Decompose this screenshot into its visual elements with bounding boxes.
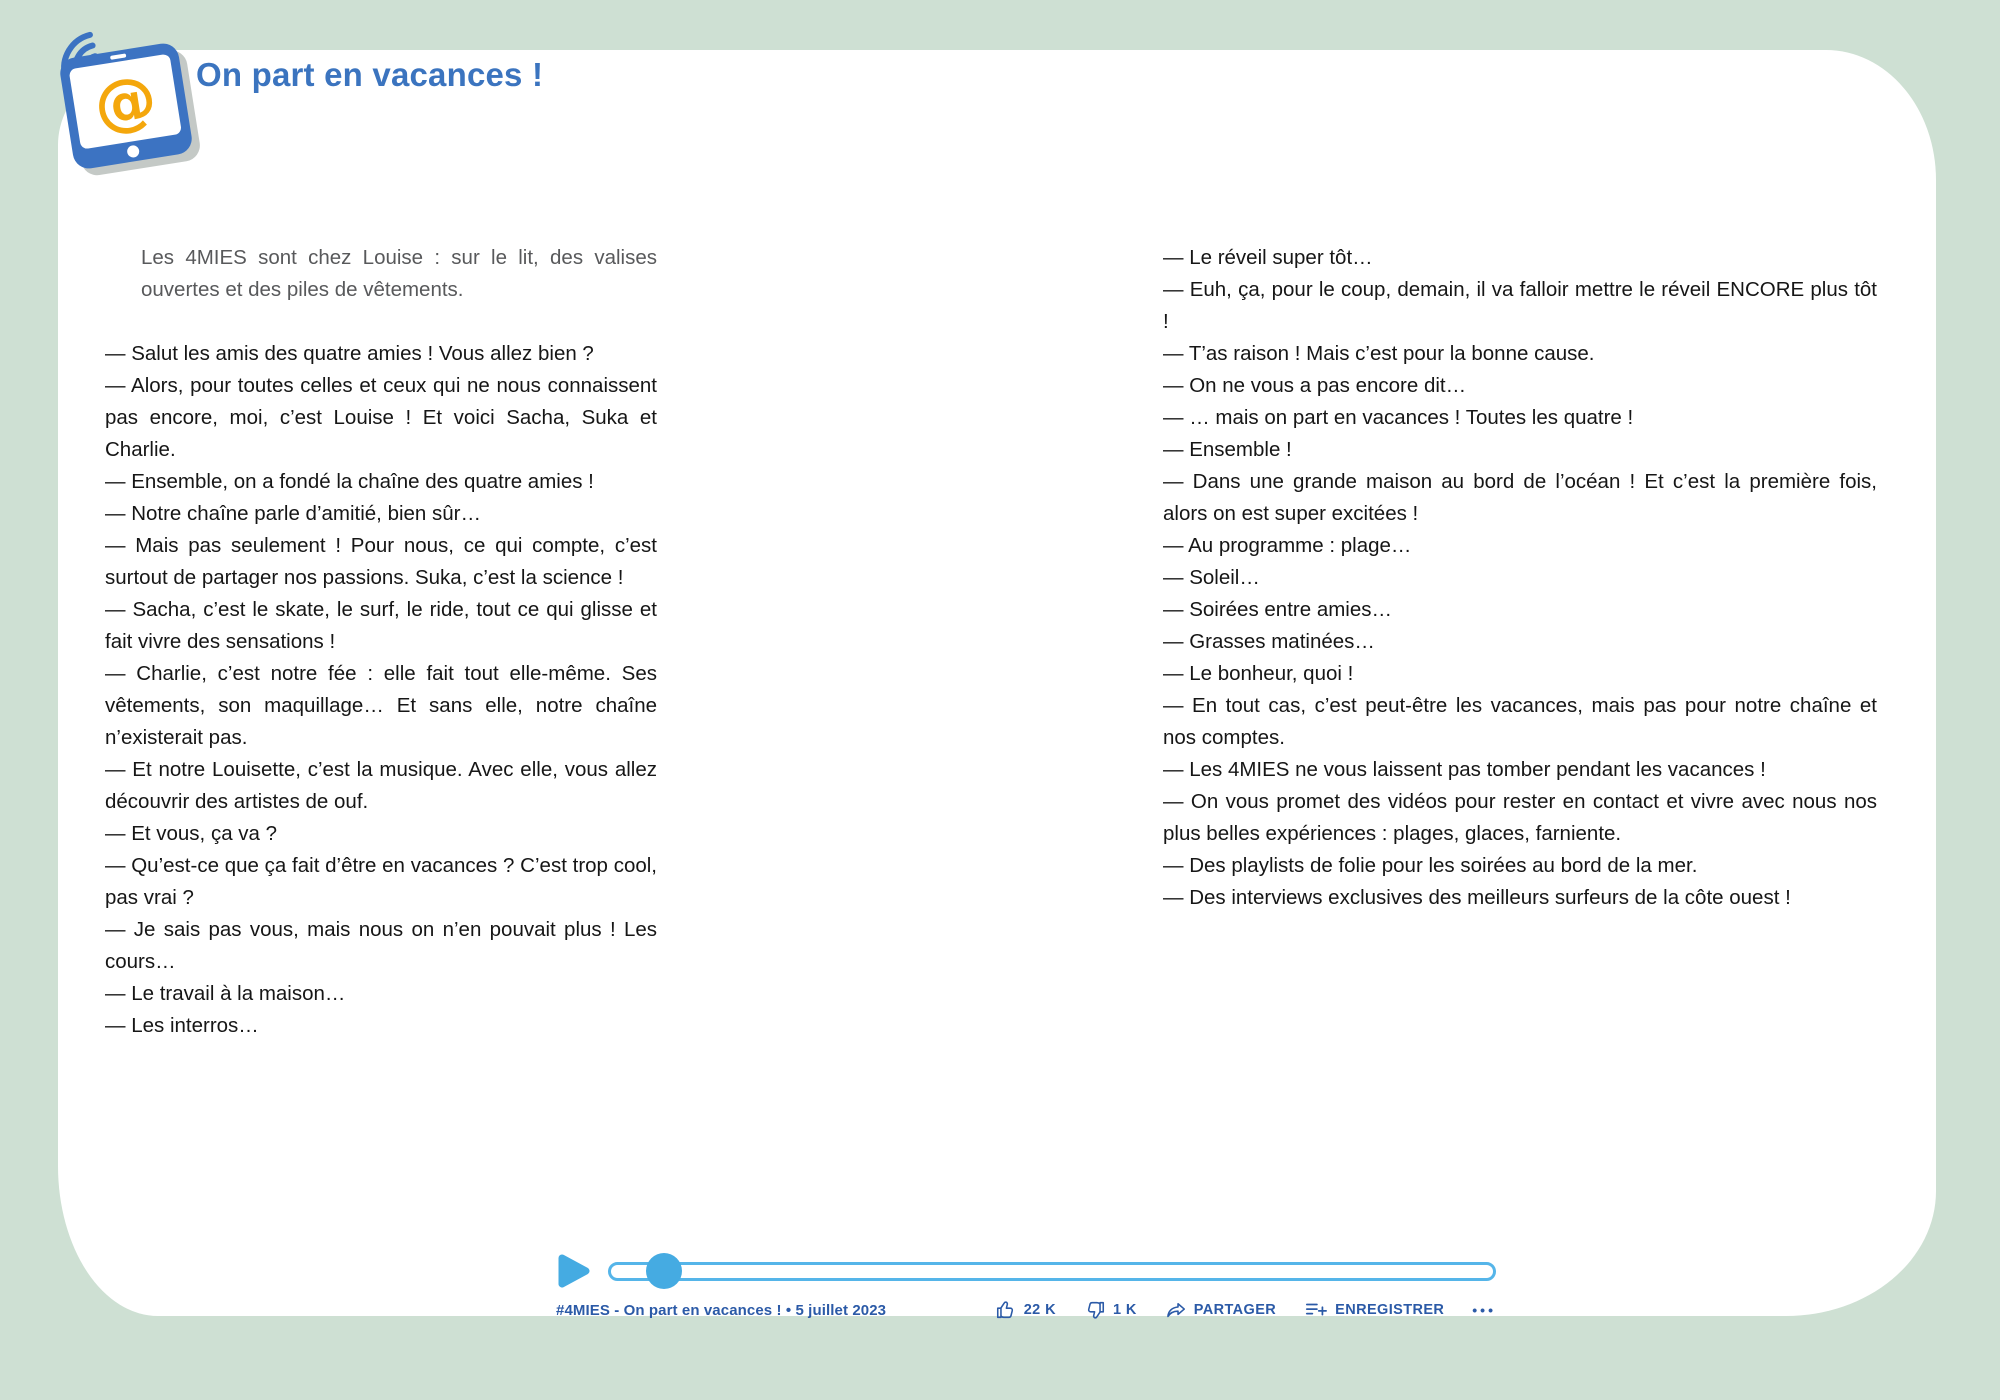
dialogue-line: — Dans une grande maison au bord de l’océan ! Et c’est la première fois, alors on est super excitées ! xyxy=(1163,470,1877,525)
dialogue-line: — Grasses matinées… xyxy=(1163,630,1375,653)
share-label: PARTAGER xyxy=(1193,1302,1277,1318)
dialogue-line: — Le réveil super tôt… xyxy=(1163,246,1373,269)
engagement-bar xyxy=(995,1299,1496,1321)
more-options-icon: ••• xyxy=(1472,1302,1496,1318)
save-button[interactable] xyxy=(1304,1299,1444,1321)
dialogue-column-right xyxy=(1163,242,1877,914)
dialogue-line: — Les interros… xyxy=(105,1014,259,1037)
progress-knob[interactable] xyxy=(646,1253,682,1289)
dialogue-line: — Soleil… xyxy=(1163,566,1260,589)
dialogue-line: — Le travail à la maison… xyxy=(105,982,346,1005)
dialogue-line: — Je sais pas vous, mais nous on n’en pouvait plus ! Les cours… xyxy=(105,918,657,973)
video-player-bar xyxy=(556,1250,1496,1321)
dialogue-line: — Et notre Louisette, c’est la musique. Avec elle, vous allez découvrir des artistes de ouf. xyxy=(105,758,657,813)
dialogue-line: — … mais on part en vacances ! Toutes les quatre ! xyxy=(1163,406,1634,429)
more-options-button[interactable] xyxy=(1472,1302,1496,1318)
page-title: On part en vacances ! xyxy=(196,56,544,93)
dislike-count: 1 K xyxy=(1112,1302,1137,1318)
player-info-row xyxy=(556,1299,1496,1321)
camera-dot-icon xyxy=(110,53,126,59)
dialogue-line: — Les 4MIES ne vous laissent pas tomber pendant les vacances ! xyxy=(1163,758,1766,781)
dialogue-line: — Qu’est-ce que ça fait d’être en vacances ? C’est trop cool, pas vrai ? xyxy=(105,854,657,909)
video-caption: #4MIES - On part en vacances ! • 5 juillet 2023 xyxy=(556,1301,887,1319)
dialogue-line: — Ensemble, on a fondé la chaîne des quatre amies ! xyxy=(105,470,594,493)
player-controls-row xyxy=(556,1250,1496,1292)
dialogue-line: — Ensemble ! xyxy=(1163,438,1292,461)
dialogue-line: — Salut les amis des quatre amies ! Vous allez bien ? xyxy=(105,342,594,365)
dialogue-line: — Et vous, ça va ? xyxy=(105,822,278,845)
dialogue-line: — Le bonheur, quoi ! xyxy=(1163,662,1354,685)
home-button-icon xyxy=(126,145,140,159)
save-playlist-icon xyxy=(1304,1299,1328,1321)
progress-track[interactable] xyxy=(608,1262,1496,1281)
at-symbol-icon: @ xyxy=(88,60,162,143)
dialogue-line: — Soirées entre amies… xyxy=(1163,598,1393,621)
tablet-screen xyxy=(69,54,182,150)
play-icon[interactable] xyxy=(556,1252,592,1290)
dialogue-line: — Notre chaîne parle d’amitié, bien sûr… xyxy=(105,502,482,525)
like-count: 22 K xyxy=(1023,1302,1056,1318)
dialogue-line: — Charlie, c’est notre fée : elle fait tout elle-même. Ses vêtements, son maquillage… Et sans elle, notre chaîne n’existerait pas. xyxy=(105,662,657,749)
dialogue-line: — Sacha, c’est le skate, le surf, le ride, tout ce qui glisse et fait vivre des sensations ! xyxy=(105,598,657,653)
dialogue-line: — Des playlists de folie pour les soirées au bord de la mer. xyxy=(1163,854,1698,877)
scene-intro: Les 4MIES sont chez Louise : sur le lit, des valises ouvertes et des piles de vêtements. xyxy=(141,246,657,301)
dislike-button[interactable] xyxy=(1084,1299,1137,1321)
dialogue-line: — Mais pas seulement ! Pour nous, ce qui compte, c’est surtout de partager nos passions. Suka, c’est la science ! xyxy=(105,534,657,589)
dialogue-column-left xyxy=(105,242,657,1042)
save-label: ENREGISTRER xyxy=(1335,1302,1445,1318)
dialogue-line: — Au programme : plage… xyxy=(1163,534,1412,557)
tablet-logo xyxy=(40,28,210,178)
dialogue-line: — Alors, pour toutes celles et ceux qui ne nous connaissent pas encore, moi, c’est Louise ! Et voici Sacha, Suka et Charlie. xyxy=(105,374,657,461)
dialogue-line: — On vous promet des vidéos pour rester en contact et vivre avec nous nos plus belles expériences : plages, glaces, farniente. xyxy=(1163,790,1877,845)
thumb-down-icon xyxy=(1084,1299,1106,1321)
dialogue-line: — Euh, ça, pour le coup, demain, il va falloir mettre le réveil ENCORE plus tôt ! xyxy=(1163,278,1877,333)
thumb-up-icon xyxy=(995,1299,1017,1321)
share-button[interactable] xyxy=(1165,1299,1276,1321)
dialogue-line: — On ne vous a pas encore dit… xyxy=(1163,374,1467,397)
dialogue-line: — T’as raison ! Mais c’est pour la bonne cause. xyxy=(1163,342,1595,365)
like-button[interactable] xyxy=(995,1299,1056,1321)
dialogue-line: — Des interviews exclusives des meilleurs surfeurs de la côte ouest ! xyxy=(1163,886,1791,909)
dialogue-line: — En tout cas, c’est peut-être les vacances, mais pas pour notre chaîne et nos comptes. xyxy=(1163,694,1877,749)
share-icon xyxy=(1165,1299,1187,1321)
tablet-icon xyxy=(58,41,194,170)
